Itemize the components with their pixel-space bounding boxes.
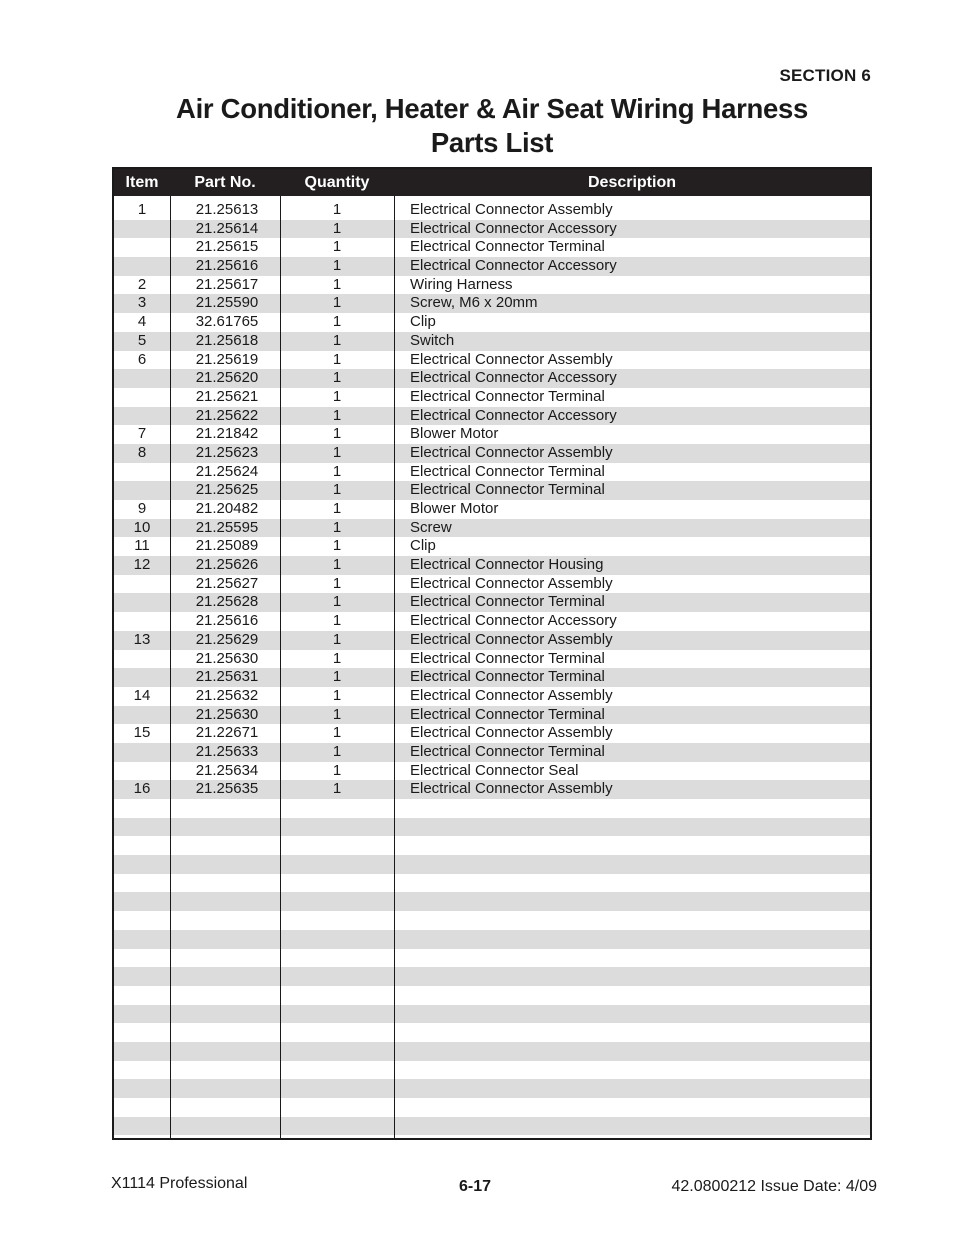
cell-description: Electrical Connector Terminal <box>410 649 605 667</box>
cell-item <box>114 575 170 594</box>
cell-description: Blower Motor <box>410 500 499 517</box>
blank-row <box>114 1117 870 1136</box>
blank-row <box>114 1005 870 1024</box>
table-row <box>114 332 870 351</box>
cell-quantity: 1 <box>332 406 342 424</box>
column-divider <box>170 196 171 1138</box>
column-divider <box>280 196 281 1138</box>
cell-part-no: 21.25618 <box>195 331 259 349</box>
cell-description: Electrical Connector Terminal <box>410 481 605 499</box>
cell-item: 15 <box>133 724 151 742</box>
cell-description: Electrical Connector Assembly <box>410 686 613 704</box>
table-row <box>114 650 870 669</box>
cell-quantity: 1 <box>332 630 342 648</box>
cell-description: Electrical Connector Accessory <box>410 219 617 237</box>
cell-quantity: 1 <box>332 257 342 275</box>
blank-row <box>114 818 870 837</box>
cell-part-no: 21.25620 <box>195 369 259 387</box>
table-row <box>114 444 870 463</box>
cell-description: Electrical Connector Assembly <box>410 350 613 368</box>
table-row <box>114 593 870 612</box>
cell-quantity: 1 <box>332 593 342 611</box>
table-row <box>114 537 870 556</box>
cell-item: 7 <box>137 425 147 443</box>
cell-part-no: 21.21842 <box>195 425 259 443</box>
cell-part-no: 32.61765 <box>195 313 259 331</box>
cell-item: 2 <box>137 275 147 293</box>
blank-row <box>114 967 870 986</box>
cell-part-no: 21.25630 <box>195 649 259 667</box>
blank-row <box>114 1042 870 1061</box>
cell-part-no: 21.25615 <box>195 238 259 256</box>
cell-item: 6 <box>137 350 147 368</box>
cell-description: Electrical Connector Terminal <box>410 238 605 256</box>
cell-quantity: 1 <box>332 331 342 349</box>
table-row <box>114 313 870 332</box>
cell-item <box>114 650 170 669</box>
table-row <box>114 706 870 725</box>
footer-page-number: 6-17 <box>459 1178 492 1195</box>
cell-item: 13 <box>133 630 151 648</box>
column-header-item: Item <box>125 174 159 191</box>
table-row <box>114 463 870 482</box>
table-row <box>114 500 870 519</box>
cell-quantity: 1 <box>332 369 342 387</box>
cell-description: Electrical Connector Terminal <box>410 462 605 480</box>
column-header-quantity: Quantity <box>304 174 370 191</box>
cell-quantity: 1 <box>332 518 342 536</box>
cell-quantity: 1 <box>332 443 342 461</box>
table-row <box>114 575 870 594</box>
table-row <box>114 762 870 781</box>
table-row <box>114 407 870 426</box>
cell-description: Electrical Connector Assembly <box>410 574 613 592</box>
cell-item: 4 <box>137 313 147 331</box>
blank-row <box>114 1023 870 1042</box>
cell-part-no: 21.25635 <box>195 780 259 798</box>
table-row <box>114 388 870 407</box>
cell-part-no: 21.25634 <box>195 761 259 779</box>
cell-item: 14 <box>133 686 151 704</box>
cell-part-no: 21.25633 <box>195 742 259 760</box>
cell-item: 8 <box>137 443 147 461</box>
cell-part-no: 21.25595 <box>195 518 259 536</box>
cell-item: 10 <box>133 518 151 536</box>
cell-description: Wiring Harness <box>410 275 513 293</box>
cell-description: Electrical Connector Terminal <box>410 742 605 760</box>
cell-description: Blower Motor <box>410 425 499 443</box>
table-row <box>114 519 870 538</box>
table-row <box>114 276 870 295</box>
cell-description: Electrical Connector Assembly <box>410 201 613 218</box>
cell-quantity: 1 <box>332 556 342 574</box>
cell-quantity: 1 <box>332 462 342 480</box>
cell-description: Electrical Connector Terminal <box>410 593 605 611</box>
cell-description: Electrical Connector Terminal <box>410 668 605 686</box>
table-row <box>114 556 870 575</box>
cell-part-no: 21.25089 <box>195 537 259 555</box>
cell-part-no: 21.25590 <box>195 294 259 312</box>
page-title <box>112 92 872 160</box>
column-divider <box>394 196 395 1138</box>
cell-quantity: 1 <box>332 649 342 667</box>
cell-part-no: 21.25624 <box>195 462 259 480</box>
table-row <box>114 631 870 650</box>
cell-part-no: 21.25621 <box>195 387 259 405</box>
cell-item <box>114 388 170 407</box>
cell-quantity: 1 <box>332 705 342 723</box>
table-row <box>114 201 870 220</box>
cell-part-no: 21.25629 <box>195 630 259 648</box>
cell-item <box>114 743 170 762</box>
cell-description: Clip <box>410 537 436 555</box>
table-body <box>114 196 870 1138</box>
parts-table <box>112 167 872 1140</box>
table-row <box>114 425 870 444</box>
table-row <box>114 481 870 500</box>
cell-part-no: 21.25616 <box>195 612 259 630</box>
cell-part-no: 21.22671 <box>195 724 259 742</box>
cell-quantity: 1 <box>332 481 342 499</box>
cell-quantity: 1 <box>332 761 342 779</box>
cell-part-no: 21.25632 <box>195 686 259 704</box>
cell-description: Screw <box>410 518 452 536</box>
cell-description: Electrical Connector Assembly <box>410 630 613 648</box>
cell-quantity: 1 <box>332 724 342 742</box>
cell-part-no: 21.25619 <box>195 350 259 368</box>
cell-description: Switch <box>410 331 455 349</box>
cell-quantity: 1 <box>332 350 342 368</box>
cell-quantity: 1 <box>332 742 342 760</box>
cell-quantity: 1 <box>332 612 342 630</box>
cell-quantity: 1 <box>332 668 342 686</box>
cell-item: 16 <box>133 780 151 798</box>
cell-part-no: 21.20482 <box>195 500 259 517</box>
cell-quantity: 1 <box>332 201 342 218</box>
cell-description: Electrical Connector Accessory <box>410 369 617 387</box>
blank-row <box>114 836 870 855</box>
table-row <box>114 238 870 257</box>
blank-row <box>114 1098 870 1117</box>
cell-part-no: 21.25617 <box>195 275 259 293</box>
blank-row <box>114 874 870 893</box>
cell-description: Electrical Connector Housing <box>410 556 604 574</box>
cell-description: Electrical Connector Assembly <box>410 443 613 461</box>
cell-item <box>114 463 170 482</box>
cell-item <box>114 762 170 781</box>
cell-quantity: 1 <box>332 425 342 443</box>
cell-part-no: 21.25626 <box>195 556 259 574</box>
cell-description: Electrical Connector Accessory <box>410 612 617 630</box>
cell-item: 11 <box>134 537 150 555</box>
table-row <box>114 369 870 388</box>
cell-description: Electrical Connector Terminal <box>410 705 605 723</box>
section-label: SECTION 6 <box>779 66 871 85</box>
table-row <box>114 257 870 276</box>
table-row <box>114 780 870 799</box>
cell-item <box>114 407 170 426</box>
cell-part-no: 21.25614 <box>195 219 259 237</box>
table-row <box>114 724 870 743</box>
cell-description: Screw, M6 x 20mm <box>410 294 538 312</box>
cell-item <box>114 593 170 612</box>
table-rows <box>114 201 870 1135</box>
cell-part-no: 21.25622 <box>195 406 259 424</box>
cell-description: Electrical Connector Terminal <box>410 387 605 405</box>
cell-quantity: 1 <box>332 238 342 256</box>
blank-row <box>114 892 870 911</box>
cell-item <box>114 257 170 276</box>
cell-part-no: 21.25625 <box>195 481 259 499</box>
cell-item <box>114 220 170 239</box>
cell-quantity: 1 <box>332 294 342 312</box>
cell-item <box>114 668 170 687</box>
footer-issue-info: 42.0800212 Issue Date: 4/09 <box>671 1178 877 1195</box>
table-row <box>114 743 870 762</box>
cell-description: Clip <box>410 313 436 331</box>
cell-item <box>114 369 170 388</box>
cell-part-no: 21.25628 <box>195 593 259 611</box>
cell-item <box>114 238 170 257</box>
table-row <box>114 220 870 239</box>
cell-quantity: 1 <box>332 686 342 704</box>
cell-part-no: 21.25623 <box>195 443 259 461</box>
cell-quantity: 1 <box>332 780 342 798</box>
cell-description: Electrical Connector Accessory <box>410 257 617 275</box>
cell-item: 5 <box>137 331 147 349</box>
table-row <box>114 668 870 687</box>
cell-part-no: 21.25613 <box>195 201 259 218</box>
cell-item: 1 <box>137 201 147 218</box>
blank-row <box>114 986 870 1005</box>
blank-row <box>114 1061 870 1080</box>
page-title-line-1: Air Conditioner, Heater & Air Seat Wiring Harness <box>176 93 808 124</box>
cell-quantity: 1 <box>332 313 342 331</box>
cell-part-no: 21.25631 <box>195 668 259 686</box>
cell-quantity: 1 <box>332 275 342 293</box>
cell-description: Electrical Connector Assembly <box>410 780 613 798</box>
table-header <box>114 169 870 196</box>
table-row <box>114 687 870 706</box>
table-row <box>114 351 870 370</box>
blank-row <box>114 949 870 968</box>
cell-quantity: 1 <box>332 500 342 517</box>
cell-part-no: 21.25630 <box>195 705 259 723</box>
cell-quantity: 1 <box>332 219 342 237</box>
cell-description: Electrical Connector Seal <box>410 761 579 779</box>
blank-row <box>114 1079 870 1098</box>
blank-row <box>114 911 870 930</box>
cell-quantity: 1 <box>332 574 342 592</box>
cell-quantity: 1 <box>332 387 342 405</box>
column-header-part-no: Part No. <box>194 174 256 191</box>
cell-part-no: 21.25616 <box>195 257 259 275</box>
table-row <box>114 294 870 313</box>
column-header-description: Description <box>587 174 676 191</box>
cell-item: 3 <box>137 294 147 312</box>
cell-item <box>114 612 170 631</box>
cell-description: Electrical Connector Assembly <box>410 724 613 742</box>
cell-quantity: 1 <box>332 537 342 555</box>
cell-item <box>114 481 170 500</box>
blank-row <box>114 930 870 949</box>
cell-item: 9 <box>137 500 147 517</box>
page-title-line-2: Parts List <box>430 127 554 158</box>
cell-description: Electrical Connector Accessory <box>410 406 617 424</box>
blank-row <box>114 855 870 874</box>
cell-part-no: 21.25627 <box>195 574 259 592</box>
blank-row <box>114 799 870 818</box>
cell-item <box>114 706 170 725</box>
footer-model: X1114 Professional <box>111 1175 248 1192</box>
table-row <box>114 612 870 631</box>
cell-item: 12 <box>133 556 151 574</box>
